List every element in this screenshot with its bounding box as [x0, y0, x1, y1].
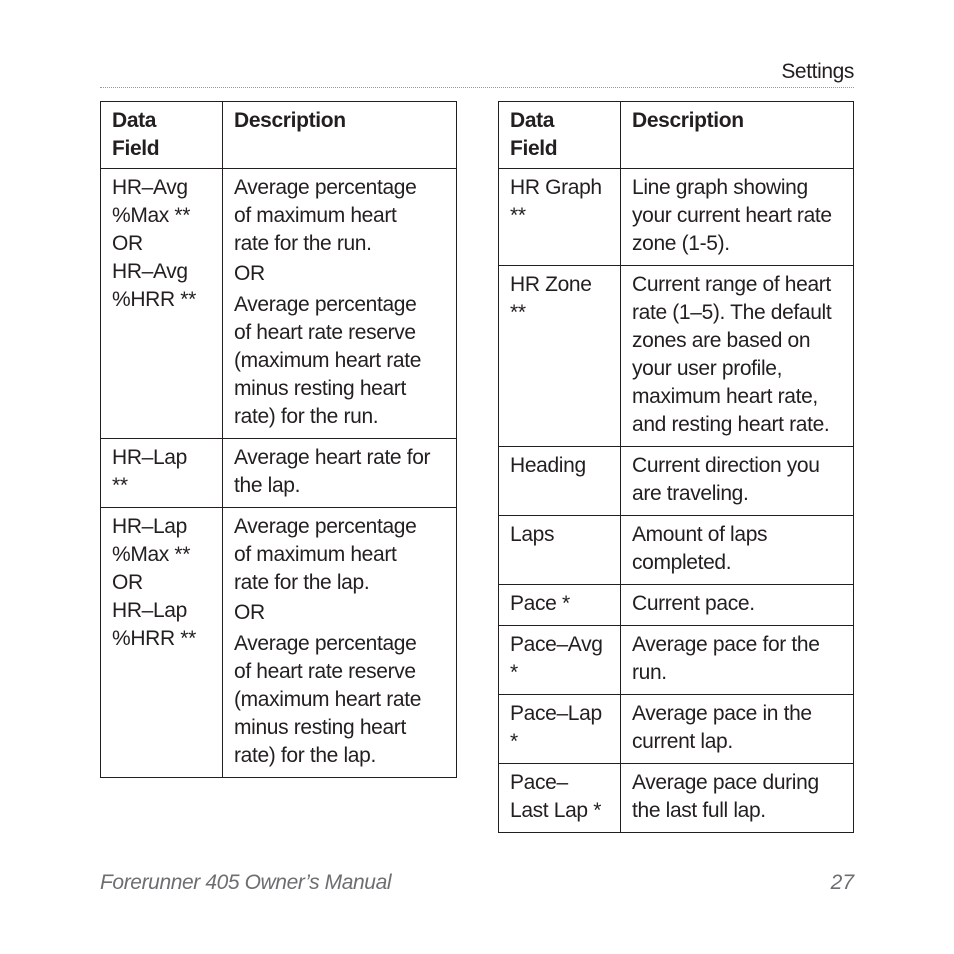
- table-row: [499, 626, 854, 695]
- field-name: HR–Avg %Max ** OR HR–Avg %HRR **: [101, 169, 223, 439]
- field-description: Current pace.: [621, 585, 854, 626]
- manual-title: Forerunner 405 Owner’s Manual: [100, 871, 392, 894]
- field-description: Average pace in the current lap.: [621, 695, 854, 764]
- header-data-field: Data Field: [101, 102, 223, 169]
- table-row: [101, 169, 457, 439]
- description-text: Average percentage of maximum heart rate for the lap.: [234, 515, 417, 594]
- field-description: [223, 169, 457, 439]
- or-separator: OR: [234, 601, 265, 624]
- field-name: Pace *: [499, 585, 621, 626]
- field-description: Line graph showing your current heart rate zone (1-5).: [621, 169, 854, 266]
- field-description: Current direction you are traveling.: [621, 447, 854, 516]
- table-row: [101, 439, 457, 508]
- field-name: Pace–Avg *: [499, 626, 621, 695]
- field-description: Average heart rate for the lap.: [223, 439, 457, 508]
- table-row: [499, 169, 854, 266]
- table-row: [499, 516, 854, 585]
- table-row: [499, 695, 854, 764]
- field-description: Average pace for the run.: [621, 626, 854, 695]
- header-divider: [100, 87, 854, 88]
- description-text: Average percentage of maximum heart rate for the run.: [234, 176, 417, 255]
- data-fields-table-left: [100, 101, 457, 778]
- field-name: Pace–Lap *: [499, 695, 621, 764]
- field-name: HR Zone **: [499, 266, 621, 447]
- table-row: [499, 585, 854, 626]
- header-description: Description: [223, 102, 457, 169]
- description-text: Average percentage of heart rate reserve (maximum heart rate minus resting heart rate) for the lap.: [234, 632, 422, 767]
- field-name: HR–Lap **: [101, 439, 223, 508]
- field-name: HR Graph **: [499, 169, 621, 266]
- field-description: [223, 508, 457, 778]
- table-row: [499, 764, 854, 833]
- description-text: Average percentage of heart rate reserve (maximum heart rate minus resting heart rate) for the run.: [234, 293, 422, 428]
- section-title: Settings: [781, 60, 854, 83]
- field-description: Current range of heart rate (1–5). The default zones are based on your user profile, maximum heart rate, and resting heart rate.: [621, 266, 854, 447]
- table-row: [499, 266, 854, 447]
- or-separator: OR: [234, 262, 265, 285]
- field-name: Pace– Last Lap *: [499, 764, 621, 833]
- field-description: Average pace during the last full lap.: [621, 764, 854, 833]
- table-row: [101, 508, 457, 778]
- field-name: Heading: [499, 447, 621, 516]
- header-description: Description: [621, 102, 854, 169]
- field-description: Amount of laps completed.: [621, 516, 854, 585]
- data-fields-table-right: [498, 101, 854, 833]
- header-data-field: Data Field: [499, 102, 621, 169]
- table-header-row: [499, 102, 854, 169]
- table-row: [499, 447, 854, 516]
- table-header-row: [101, 102, 457, 169]
- page-number: 27: [830, 871, 854, 894]
- field-name: HR–Lap %Max ** OR HR–Lap %HRR **: [101, 508, 223, 778]
- field-name: Laps: [499, 516, 621, 585]
